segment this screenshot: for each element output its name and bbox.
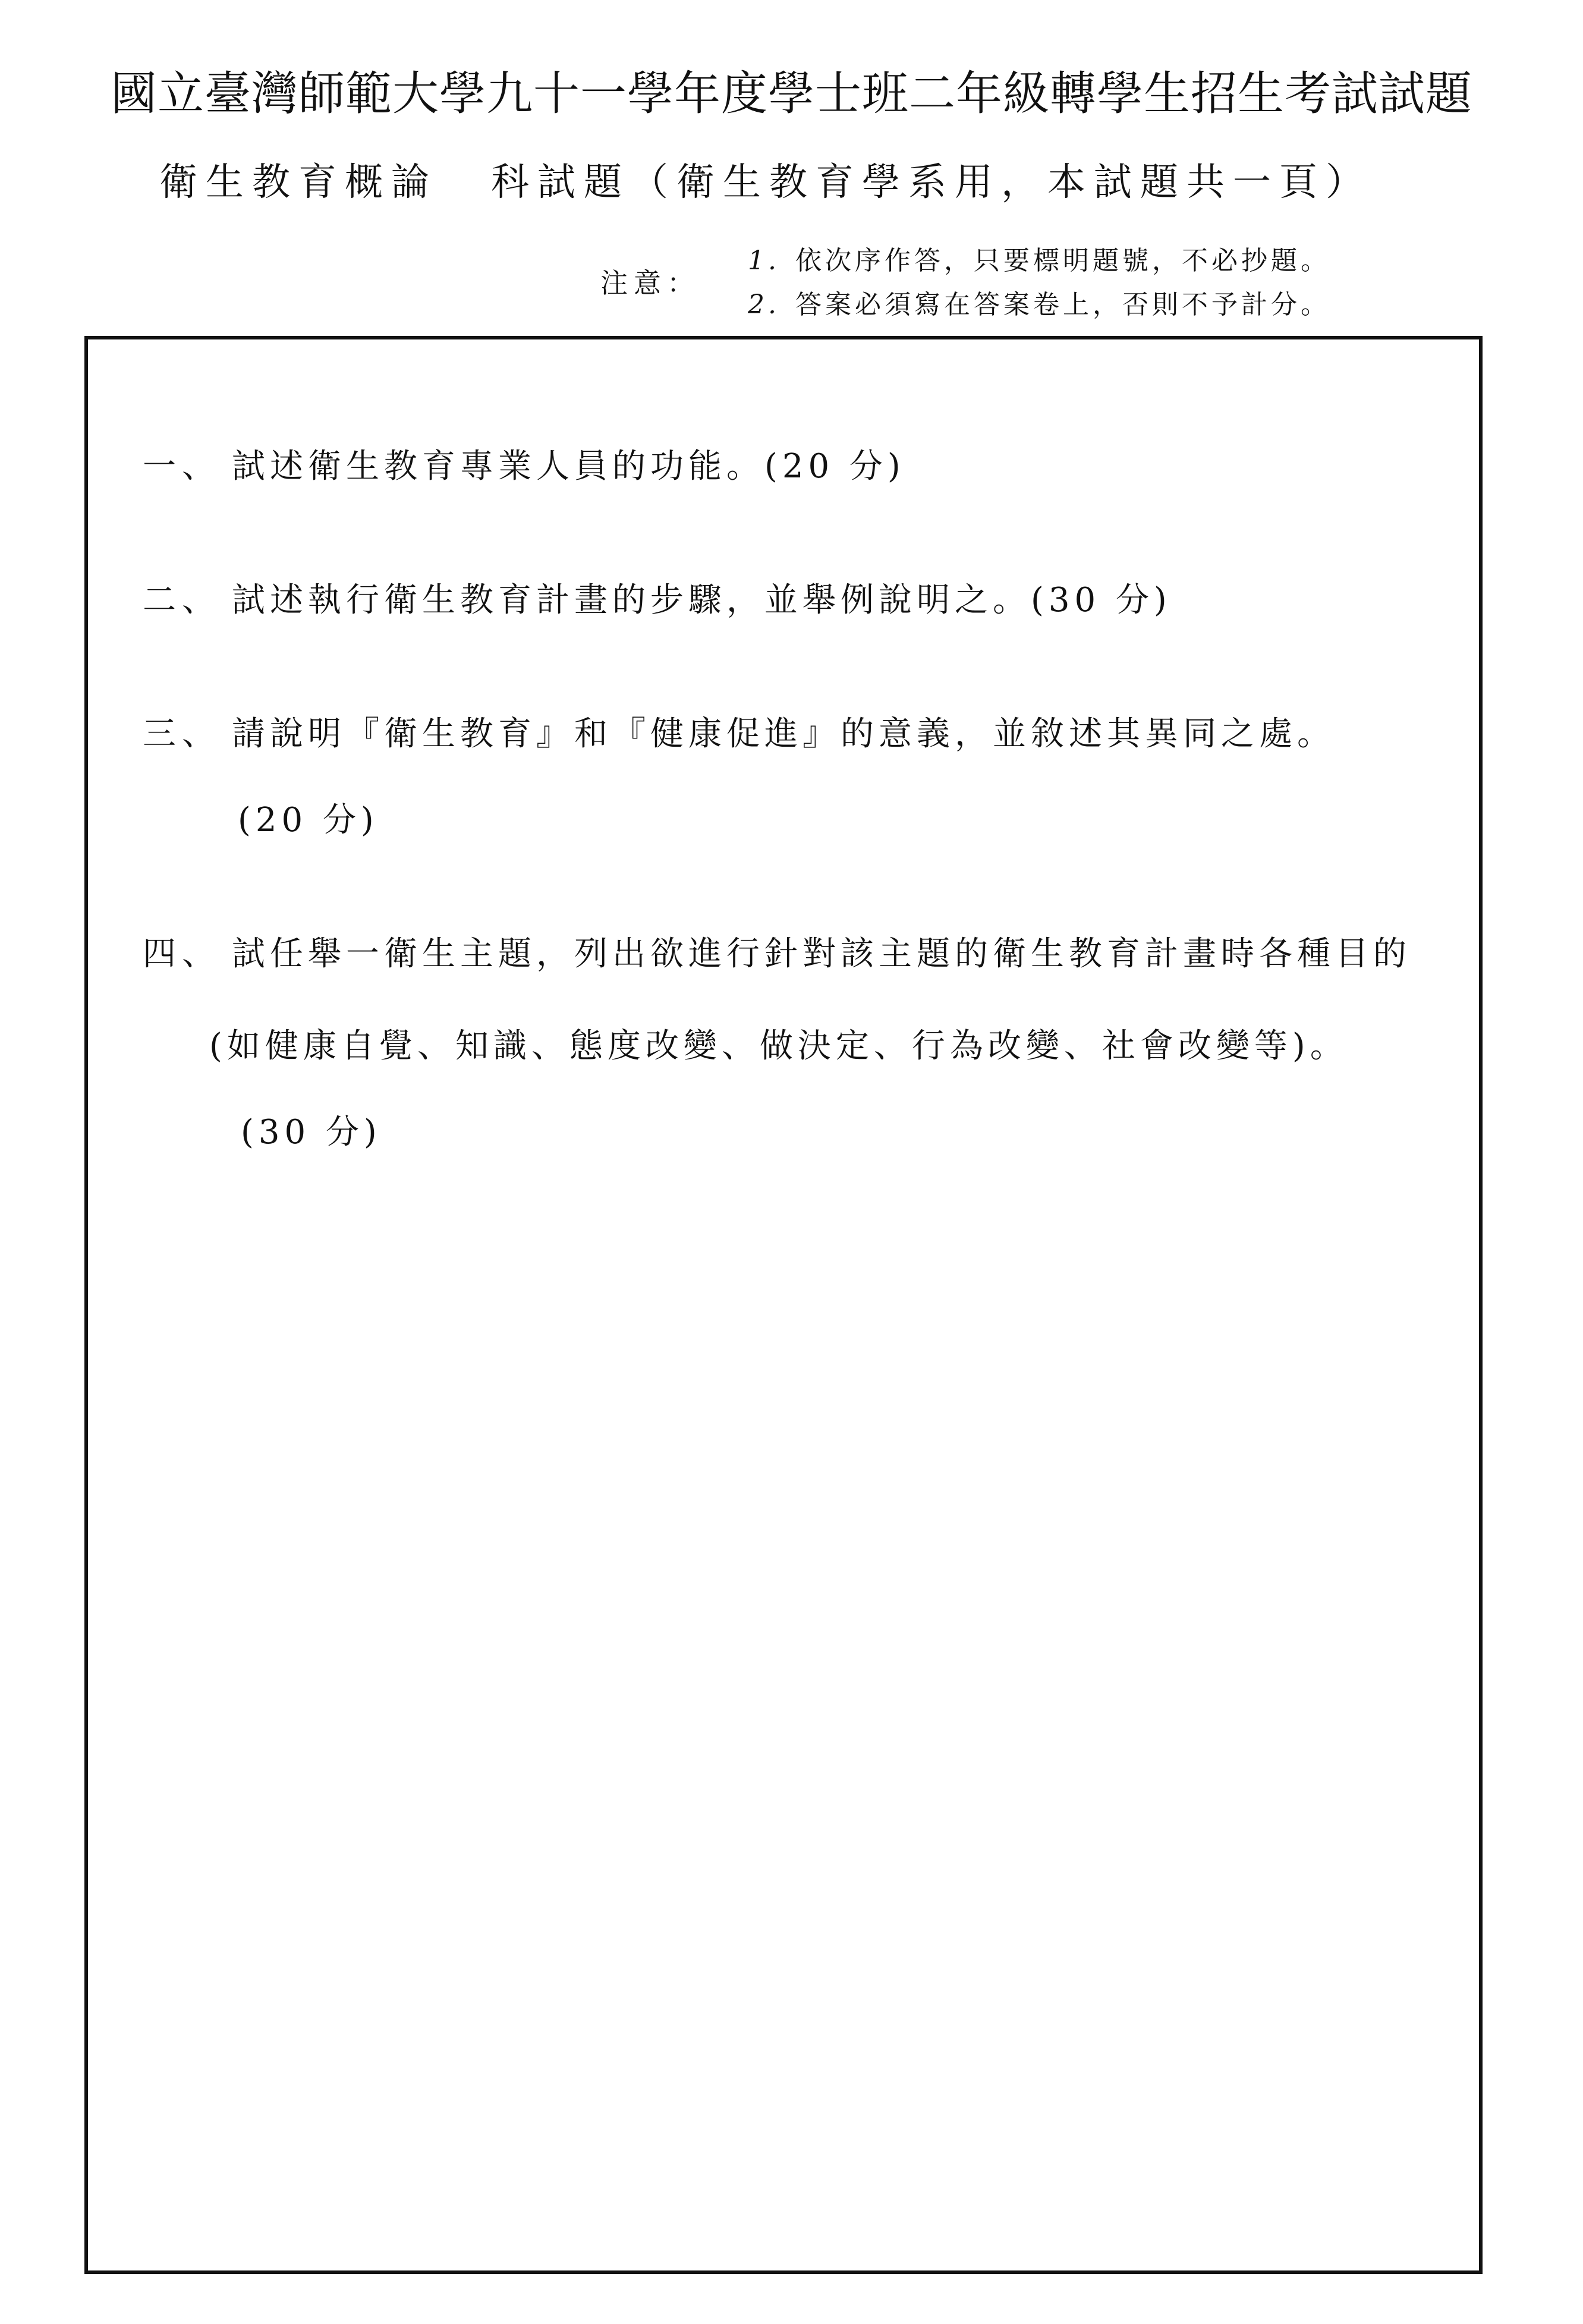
- notice-label: 注意：: [600, 267, 700, 299]
- question-1: [143, 440, 905, 488]
- question-2: [143, 574, 1172, 621]
- subject-line: [159, 152, 1372, 206]
- question-4-examples: (如健康自覺、知識、態度改變、做決定、行為改變、社會改變等)。: [209, 1027, 1348, 1065]
- question-number: 三、: [143, 715, 221, 753]
- subject-name: 衛生教育概論: [159, 161, 438, 205]
- notice-item-number: 2.: [748, 290, 780, 320]
- question-text: 試述衛生教育專業人員的功能。(20 分): [232, 447, 905, 486]
- question-number: 四、: [143, 935, 221, 973]
- notice-item: [748, 283, 1330, 327]
- question-3-score: (20 分): [238, 801, 379, 839]
- question-text: 試述執行衛生教育計畫的步驟，並舉例說明之。(30 分): [232, 581, 1172, 619]
- exam-title: 國立臺灣師範大學九十一學年度學士班二年級轉學生招生考試試題: [110, 67, 1472, 121]
- question-4: [143, 927, 1411, 975]
- notice-item-text: 依次序作答，只要標明題號，不必抄題。: [795, 246, 1330, 276]
- question-number: 一、: [143, 447, 221, 486]
- question-4-score: (30 分): [241, 1113, 382, 1152]
- subject-info: 科試題（衛生教育學系用，本試題共一頁）: [491, 161, 1372, 205]
- question-3: [143, 707, 1335, 755]
- question-text: 試任舉一衛生主題，列出欲進行針對該主題的衛生教育計畫時各種目的: [232, 935, 1411, 973]
- notice-item-number: 1.: [748, 246, 780, 276]
- notice-item-text: 答案必須寫在答案卷上，否則不予計分。: [795, 290, 1330, 320]
- notice-list: [748, 239, 1330, 327]
- question-text: 請說明『衛生教育』和『健康促進』的意義，並敘述其異同之處。: [232, 715, 1335, 753]
- question-number: 二、: [143, 581, 221, 619]
- notice-item: [748, 239, 1330, 283]
- question-frame: [84, 336, 1483, 2274]
